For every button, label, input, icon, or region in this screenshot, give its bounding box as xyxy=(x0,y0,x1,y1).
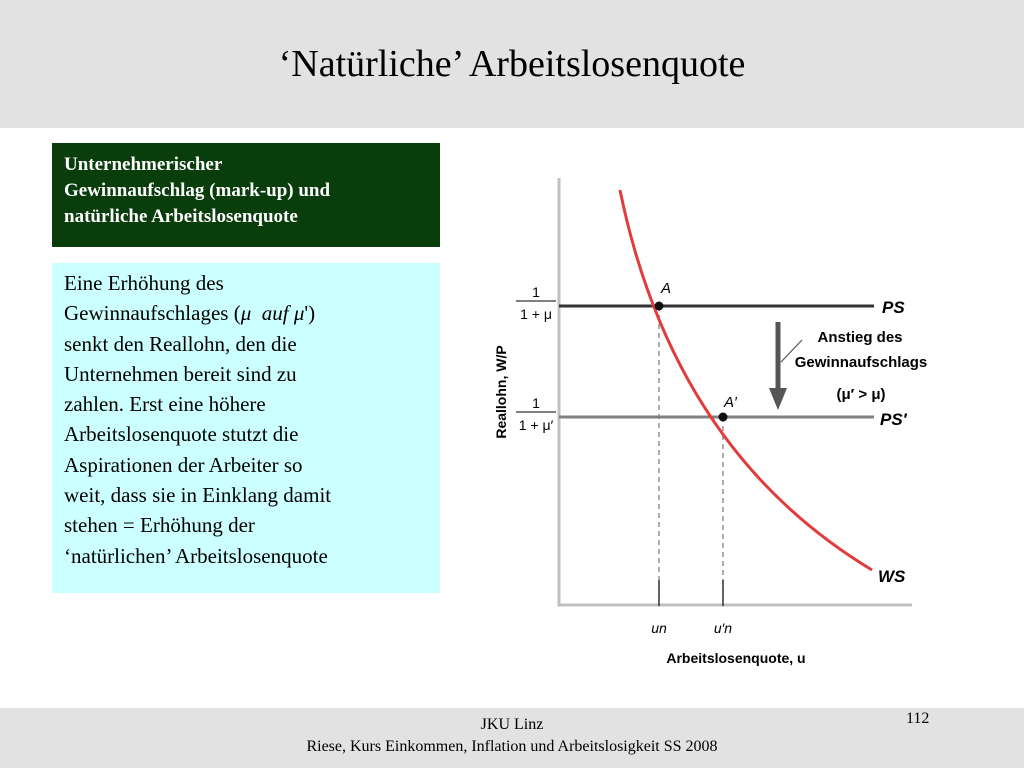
point-a-label: A xyxy=(661,280,672,297)
explanation-box xyxy=(52,263,440,593)
slide-title: ‘Natürliche’ Arbeitslosenquote xyxy=(278,43,746,85)
text-line-2 xyxy=(64,298,428,328)
text-line-3: senkt den Reallohn, den die xyxy=(64,331,297,356)
text-line-6: Arbeitslosenquote stutzt die xyxy=(64,422,299,447)
ps-prime-label: PS′ xyxy=(880,410,907,429)
un-label: un xyxy=(651,620,667,636)
ps-label: PS xyxy=(882,298,905,317)
text-line-10: ‘natürlichen’ Arbeitslosenquote xyxy=(64,543,328,568)
text-line-2-prefix: Gewinnaufschlages ( xyxy=(64,301,241,326)
ps-fraction-denominator: 1 + μ xyxy=(520,306,552,322)
text-line-1: Eine Erhöhung des xyxy=(64,271,224,295)
x-axis-label: Arbeitslosenquote, u xyxy=(666,650,806,666)
annotation-line-1: Anstieg des xyxy=(817,329,903,346)
heading-line-1: Unternehmerischer xyxy=(64,154,223,175)
point-a-prime xyxy=(719,413,728,422)
page-number: 112 xyxy=(906,710,930,727)
annotation-line-2: Gewinnaufschlags xyxy=(794,354,928,371)
annotation-line-3: (μ′ > μ) xyxy=(836,386,886,403)
ws-curve xyxy=(620,190,872,570)
ws-label: WS xyxy=(878,567,906,586)
text-line-2-suffix: ) xyxy=(308,301,316,326)
prime-mark: ' xyxy=(304,301,309,326)
footer-course: Riese, Kurs Einkommen, Inflation und Arbeitslosigkeit SS 2008 xyxy=(306,738,718,755)
mu-symbol: μ xyxy=(240,301,252,326)
heading-line-3: natürliche Arbeitslosenquote xyxy=(64,206,298,227)
y-axis-label: Reallohn, W/P xyxy=(493,345,509,439)
text-line-7: Aspirationen der Arbeiter so xyxy=(64,452,303,477)
wage-setting-diagram xyxy=(480,170,950,670)
heading-line-2: Gewinnaufschlag (mark-up) und xyxy=(64,180,331,201)
footer-institution: JKU Linz xyxy=(480,716,544,733)
text-line-4: Unternehmen bereit sind zu xyxy=(64,361,297,386)
mu-prime-symbol: μ xyxy=(293,301,305,326)
ps-prime-fraction-numerator: 1 xyxy=(532,395,540,411)
point-a xyxy=(655,302,664,311)
ps-fraction-numerator: 1 xyxy=(532,284,540,300)
heading-box xyxy=(52,143,440,247)
text-line-5: zahlen. Erst eine höhere xyxy=(64,392,266,417)
shift-arrow-head xyxy=(769,388,787,410)
un-prime-label: u′n xyxy=(713,620,733,636)
point-a-prime-label: A′ xyxy=(724,394,737,411)
text-line-8: weit, dass sie in Einklang damit xyxy=(64,483,332,508)
ps-prime-fraction-denominator: 1 + μ′ xyxy=(518,417,554,433)
auf-word: auf xyxy=(261,301,289,326)
text-line-9: stehen = Erhöhung der xyxy=(64,513,255,538)
